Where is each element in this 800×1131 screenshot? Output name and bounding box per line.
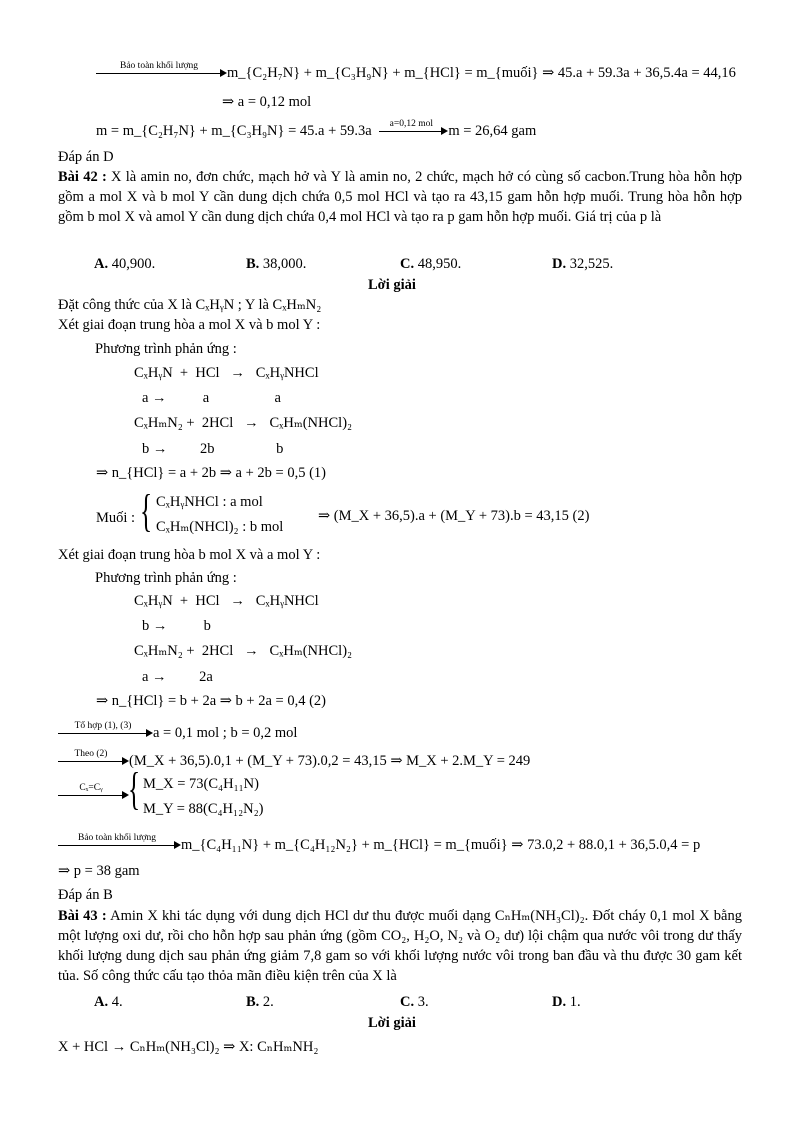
problem-43-text: Amin X khi tác dụng với dung dịch HCl dư thu được muối dạng CₙHₘ(NH₃Cl)₂. Đốt cháy 0,1 mol X bằng một lượng oxi dư, rồi cho hỗn hợp sau phản ứng (gồm CO₂, H₂O, N₂ và O₂ dư) lội chậm qua nước vôi trong dư thấy khối lượng dung dịch sau phản ứng giảm 7,8 gam so với khối lượng nước vôi trong ban đầu và thu được 30 gam kết tủa. Số công thức cấu tạo thỏa mãn điều kiện trên của X là [58,908,742,984]
mass-x: M_X = 73(C₄H₁₁N) [143,776,259,792]
option-c: C. 3. [400,994,429,1010]
arrow-combine: Tổ hợp (1), (3) [58,733,148,734]
mass-right: m = 26,64 gam [448,123,537,139]
mass-line [96,119,537,140]
stage-1-heading: Xét giai đoạn trung hòa a mol X và b mol Y : [58,317,321,333]
mass-balance-p-line [58,833,701,854]
stage-2-heading: Xét giai đoạn trung hòa b mol X và a mol Y : [58,547,321,563]
reaction-1-moles: a → a a [142,390,281,406]
brace-mass: { [128,763,141,814]
reaction-3: CₓHᵧN + HCl → CₓHᵧNHCl [134,593,319,609]
mass-balance-line [96,61,736,82]
problem-43-label: Bài 43 : [58,908,107,924]
problem-43-solution-1: X + HCl → CₙHₘ(NH₃Cl)₂ ⇒ X: CₙHₘNH₂ [58,1039,319,1055]
solution-a-b: a = 0,1 mol ; b = 0,2 mol [153,725,298,741]
reaction-3-moles: b → b [142,618,211,634]
mass-left: m = m_{C₂H₇N} + m_{C₃H₉N} = 45.a + 59.3a [96,123,372,139]
equation-3: ⇒ n_{HCl} = b + 2a ⇒ b + 2a = 0,4 (2) [96,693,327,709]
arrow-mass-balance: Bảo toàn khối lượng [96,73,222,74]
result-a: ⇒ a = 0,12 mol [222,94,312,110]
problem-42-text: X là amin no, đơn chức, mạch hở và Y là amin no, 2 chức, mạch hở có cùng số cacbon.Trung hòa hỗn hợp gồm a mol X và b mol Y cần dung dịch chứa 0,5 mol HCl và tạo ra 43,15 gam hỗn hợp muối. Trung hòa hỗn hợp gồm b mol X và amol Y cần dung dịch chứa 0,4 mol HCl và tạo ra p gam hỗn hợp muối. Giá trị của p là [58,169,742,225]
option-a: A. 4. [94,994,123,1010]
reaction-2-moles: b → 2b b [142,441,284,457]
reaction-4: CₓHₘN₂ + 2HCl → CₓHₘ(NHCl)₂ [134,643,353,659]
combine-line [58,721,298,742]
mass-balance-p-equation: m_{C₄H₁₁N} + m_{C₄H₁₂N₂} + m_{HCl} = m_{muối} ⇒ 73.0,2 + 88.0,1 + 36,5.0,4 = p [181,837,701,853]
answer-b: Đáp án B [58,887,113,903]
problem-42-statement [58,167,742,227]
reaction-heading-2: Phương trình phản ứng : [95,570,237,586]
option-b: B. 2. [246,994,274,1010]
reaction-2: CₓHₘN₂ + 2HCl → CₓHₘ(NHCl)₂ [134,415,353,431]
same-carbon-line [58,783,129,804]
molar-mass-equation: (M_X + 36,5).0,1 + (M_Y + 73).0,2 = 43,15 ⇒ M_X + 2.M_Y = 249 [129,753,531,769]
arrow-theo: Theo (2) [58,761,124,762]
option-a: A. 40,900. [94,256,156,272]
brace-salt: { [140,485,153,536]
reaction-1: CₓHᵧN + HCl → CₓHᵧNHCl [134,365,319,381]
equation-1: ⇒ n_{HCl} = a + 2b ⇒ a + 2b = 0,5 (1) [96,465,327,481]
option-d: D. 32,525. [552,256,614,272]
answer-d: Đáp án D [58,149,114,165]
option-d: D. 1. [552,994,581,1010]
salt-1: CₓHᵧNHCl : a mol [156,494,263,510]
arrow-same-carbon: Cₓ=Cᵧ [58,795,124,796]
mass-y: M_Y = 88(C₄H₁₂N₂) [143,801,264,817]
mass-balance-equation: m_{C₂H₇N} + m_{C₃H₉N} + m_{HCl} = m_{muối} ⇒ 45.a + 59.3a + 36,5.4a = 44,16 [227,65,736,81]
solution-title-42: Lời giải [368,277,416,293]
arrow-mass-balance-p: Bảo toàn khối lượng [58,845,176,846]
solution-formula-set: Đặt công thức của X là CₓHᵧN ; Y là CₓHₘN₂ [58,297,322,313]
reaction-heading-1: Phương trình phản ứng : [95,341,237,357]
problem-43-statement [58,906,742,986]
reaction-4-moles: a → 2a [142,669,213,685]
option-b: B. 38,000. [246,256,307,272]
problem-42-label: Bài 42 : [58,169,107,185]
arrow-a-value: a=0,12 mol [379,131,443,132]
equation-2: ⇒ (M_X + 36,5).a + (M_Y + 73).b = 43,15 (2) [318,508,590,524]
solution-title-43: Lời giải [368,1015,416,1031]
salt-2: CₓHₘ(NHCl)₂ : b mol [156,519,284,535]
result-p: ⇒ p = 38 gam [58,863,140,879]
option-c: C. 48,950. [400,256,462,272]
salt-label: Muối : [96,510,136,526]
